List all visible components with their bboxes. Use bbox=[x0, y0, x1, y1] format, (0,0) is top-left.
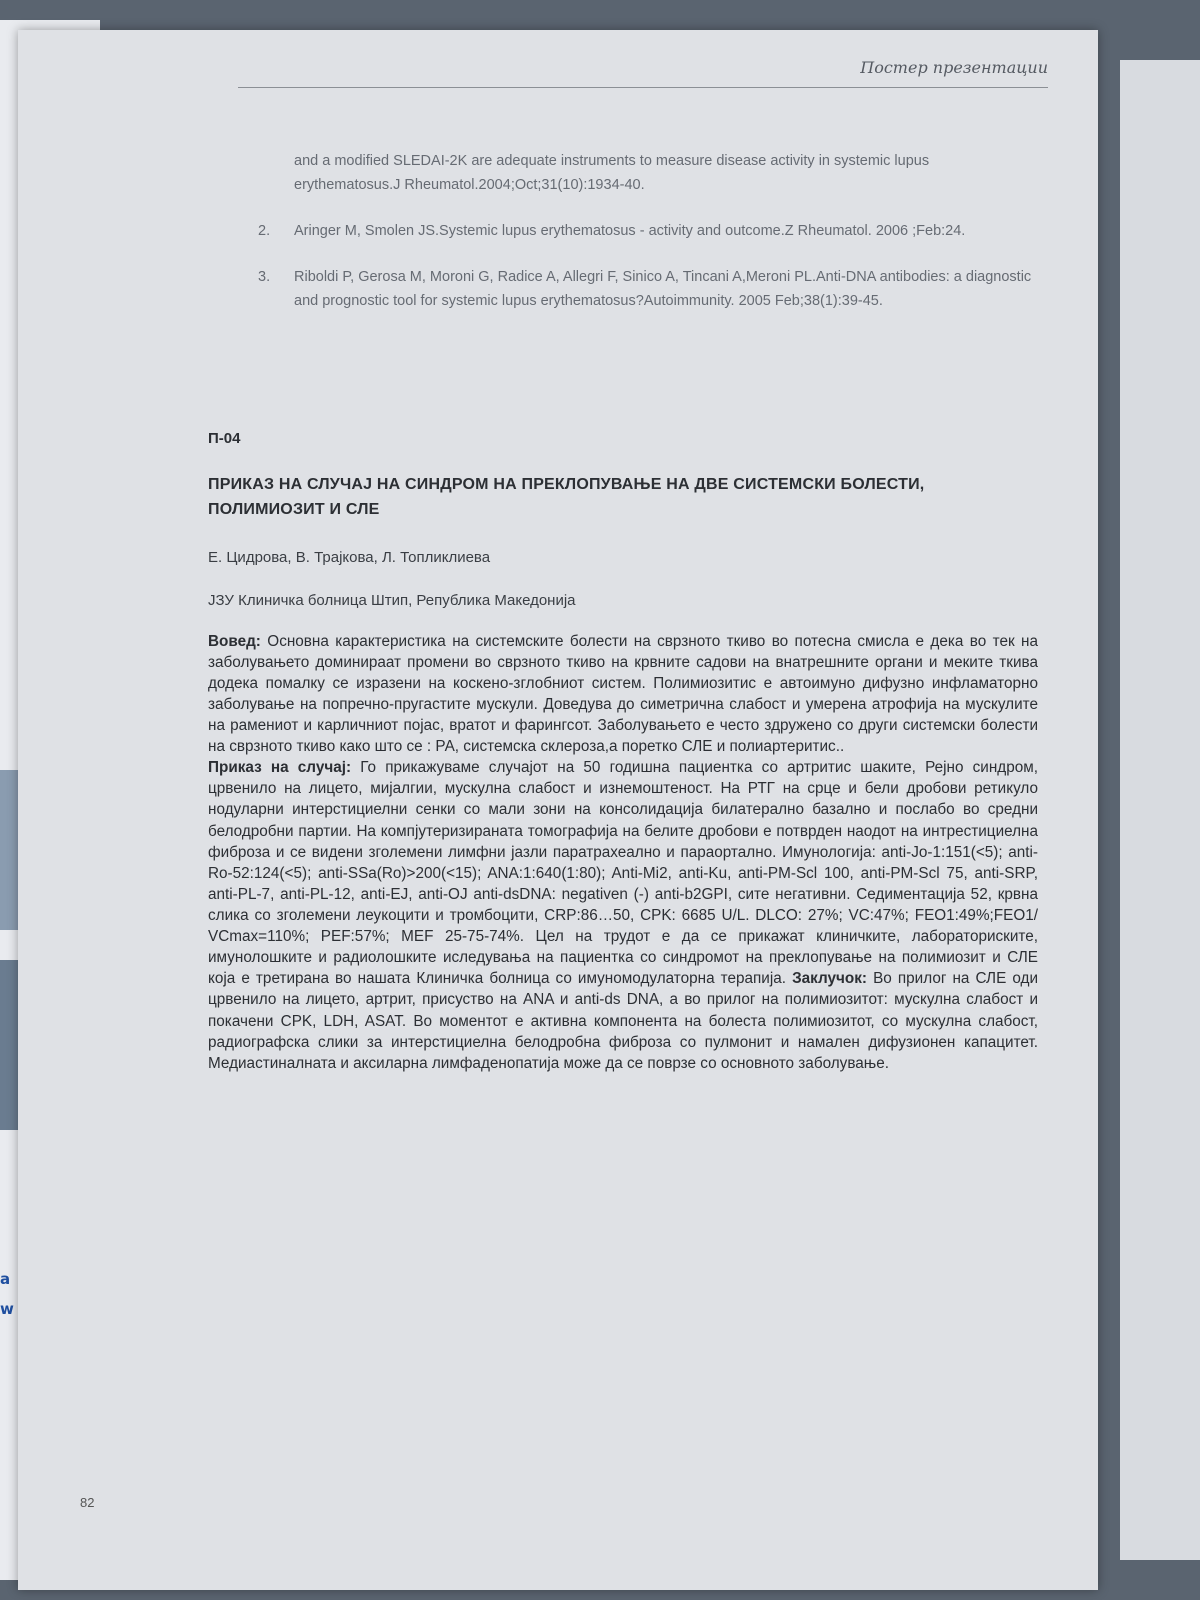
reference-list bbox=[258, 150, 1038, 336]
reference-text: Riboldi P, Gerosa M, Moroni G, Radice A, Allegri F, Sinico A, Tincani A,Meroni PL.Anti-DNA antibodies: a diagnostic and prognostic tool for systemic lupus erythematosus?Autoimmunity. 2005 Feb;38(1):39-45. bbox=[294, 268, 1032, 309]
reference-number: 2. bbox=[258, 222, 271, 239]
background-text-fragment: а bbox=[0, 1270, 11, 1288]
case-text: Го прикажуваме случајот на 50 годишна пациентка со артритис шаките, Рејно синдром, црвенило на лицето, мијалгии, мускулна слабост и изнемоштеност. На РТГ на срце и бели дробови ретикуло нодуларни интерстициелни сенки со мали зони на консолидација билатерално базално и послабо во средни белодробни партии. На компјутеризираната томографија на белите дробови е потврден наодот на интрестициелна фиброза и се видени зголемени лимфни јазли паратрахеално и параортално. Имунологија: anti-Jo-1:151(<5); anti-Ro-52:124(<5); anti-SSa(Ro)>200(<15); ANA:1:640(1:80); Anti-Mi2, anti-Ku, anti-PM-Scl 100, anti-PM-Scl 75, anti-SRP, anti-PL-7, anti-PL-12, anti-EJ, anti-OJ anti-dsDNA: negativen (-) anti-b2GPI, сите негативни. Седиментација 52, крвна слика со зголемени леукоцити и тромбоцити, CRP:86…50, CPK: 6685 U/L. DLCO: 27%; VC:47%; FEO1:49%;FEO1/ VCmax=110%; PEF:57%; MEF 25-75-74%. Цел на трудот е да се прикажат клиничките, лабораториските, имунолошките и радиолошките иследувања на пациентка со синдромот на преклопување на полимиозит и СЛЕ која е третирана во нашата Клиничка болница со имуномодулаторна терапија. bbox=[208, 759, 1038, 988]
intro-text: Основна карактеристика на системските болести на сврзното ткиво во потесна смисла е дека во тек на заболувањето доминираат промени во сврзното ткиво на крвните садови на внатрешните органи и меките ткива додека помалку се изразени на коскено-зглобниот систем. Полимиозитис е автоимуно дифузно инфламаторно заболување на попречно-пругастите мускули. Доведува до симетрична слабост и умерена атрофија на мускулите на рамениот и карличниот појас, вратот и фарингсот. Заболувањето е често здружено со други системски болести на сврзното ткиво како што се : РА, системска склероза,а поретко СЛЕ и полиартеритис.. bbox=[208, 632, 1038, 756]
conclusion-label: Заклучок: bbox=[786, 970, 868, 988]
reference-item bbox=[258, 266, 1038, 314]
reference-item bbox=[258, 220, 1038, 244]
abstract-title: ПРИКАЗ НА СЛУЧАЈ НА СИНДРОМ НА ПРЕКЛОПУВАЊЕ НА ДВЕ СИСТЕМСКИ БОЛЕСТИ, ПОЛИМИОЗИТ И СЛЕ bbox=[208, 476, 925, 518]
abstract-affiliation: ЈЗУ Клиничка болница Штип, Република Македонија bbox=[208, 591, 576, 609]
book-page bbox=[18, 30, 1098, 1590]
reference-number: 3. bbox=[258, 268, 271, 285]
conclusion-text: Во прилог на СЛЕ оди црвенило на лицето, артрит, присуство на ANA и anti-ds DNA, а во прилог на полимиозитот: мускулна слабост и покачени CPK, LDH, ASAT. Во моментот е активна компонента на болеста полимиозитот, со мускулна слабост, радиографска слики за интерстициелна белодробна фиброза со пулмонит и намален дифузионен капацитет. Медиастиналната и аксиларна лимфаденопатија може да се поврзе со основното заболување. bbox=[208, 970, 1039, 1072]
adjacent-page-edge bbox=[1120, 60, 1200, 1560]
abstract-body bbox=[208, 631, 1038, 1074]
abstract-article bbox=[208, 430, 1038, 1074]
intro-label: Вовед: bbox=[208, 632, 261, 650]
reference-text: Aringer M, Smolen JS.Systemic lupus erythematosus - activity and outcome.Z Rheumatol. 2006 ;Feb:24. bbox=[294, 222, 966, 239]
abstract-code: П-04 bbox=[208, 430, 241, 447]
background-text-fragment: w bbox=[0, 1300, 14, 1318]
case-label: Приказ на случај: bbox=[208, 759, 352, 777]
reference-continuation: and a modified SLEDAI-2K are adequate instruments to measure disease activity in systemic lupus erythematosus.J Rheumatol.2004;Oct;31(10):1934-40. bbox=[294, 153, 930, 193]
abstract-authors: Е. Цидрова, В. Трајкова, Л. Топликлиева bbox=[208, 548, 491, 566]
running-header: Постер презентации bbox=[238, 58, 1048, 88]
page-number: 82 bbox=[80, 1495, 95, 1510]
